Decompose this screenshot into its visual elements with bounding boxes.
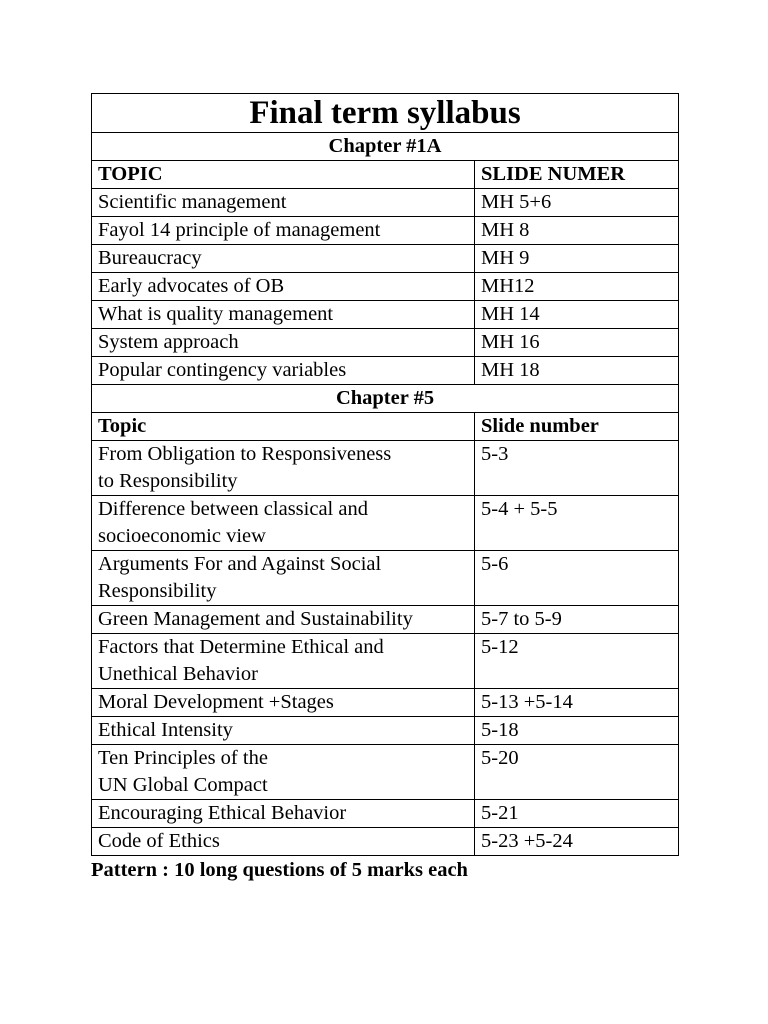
- topic-cell: What is quality management: [92, 301, 475, 329]
- slide-cell: 5-21: [475, 800, 679, 828]
- slide-cell: 5-6: [475, 551, 679, 606]
- topic-cell: Popular contingency variables: [92, 357, 475, 385]
- slide-cell: MH 16: [475, 329, 679, 357]
- chapter-heading-row: [92, 133, 679, 161]
- table-row: [92, 689, 679, 717]
- title-row: [92, 94, 679, 133]
- chapter-heading-row: [92, 385, 679, 413]
- slide-cell: 5-3: [475, 441, 679, 496]
- exam-pattern-note: Pattern : 10 long questions of 5 marks each: [91, 859, 468, 881]
- topic-cell: Encouraging Ethical Behavior: [92, 800, 475, 828]
- table-row: [92, 800, 679, 828]
- slide-cell: 5-4 + 5-5: [475, 496, 679, 551]
- table-row: [92, 301, 679, 329]
- table-row: [92, 634, 679, 689]
- table-row: [92, 551, 679, 606]
- table-row: [92, 273, 679, 301]
- table-row: [92, 441, 679, 496]
- slide-column-header: Slide number: [475, 413, 679, 441]
- column-header-row: [92, 161, 679, 189]
- slide-cell: MH12: [475, 273, 679, 301]
- slide-cell: 5-7 to 5-9: [475, 606, 679, 634]
- table-row: [92, 329, 679, 357]
- topic-cell: Bureaucracy: [92, 245, 475, 273]
- table-row: [92, 606, 679, 634]
- syllabus-document: [91, 93, 678, 884]
- slide-cell: 5-18: [475, 717, 679, 745]
- slide-cell: 5-20: [475, 745, 679, 800]
- chapter-heading: Chapter #5: [92, 385, 679, 413]
- slide-cell: MH 8: [475, 217, 679, 245]
- table-row: [92, 717, 679, 745]
- table-row: [92, 357, 679, 385]
- slide-cell: 5-12: [475, 634, 679, 689]
- topic-cell: System approach: [92, 329, 475, 357]
- topic-cell: Ethical Intensity: [92, 717, 475, 745]
- topic-cell: Early advocates of OB: [92, 273, 475, 301]
- table-row: [92, 828, 679, 856]
- table-row: [92, 245, 679, 273]
- slide-cell: MH 9: [475, 245, 679, 273]
- slide-cell: 5-23 +5-24: [475, 828, 679, 856]
- topic-column-header: Topic: [92, 413, 475, 441]
- table-row: [92, 217, 679, 245]
- topic-cell: From Obligation to Responsiveness to Responsibility: [92, 441, 475, 496]
- topic-cell: Factors that Determine Ethical and Unethical Behavior: [92, 634, 475, 689]
- topic-cell: Arguments For and Against Social Responsibility: [92, 551, 475, 606]
- column-header-row: [92, 413, 679, 441]
- topic-cell: Green Management and Sustainability: [92, 606, 475, 634]
- table-row: [92, 189, 679, 217]
- slide-cell: MH 18: [475, 357, 679, 385]
- topic-cell: Moral Development +Stages: [92, 689, 475, 717]
- table-row: [92, 745, 679, 800]
- topic-cell: Ten Principles of the UN Global Compact: [92, 745, 475, 800]
- topic-cell: Fayol 14 principle of management: [92, 217, 475, 245]
- topic-column-header: TOPIC: [92, 161, 475, 189]
- table-row: [92, 496, 679, 551]
- topic-cell: Difference between classical and socioeconomic view: [92, 496, 475, 551]
- topic-cell: Scientific management: [92, 189, 475, 217]
- document-title: Final term syllabus: [92, 94, 679, 133]
- slide-cell: 5-13 +5-14: [475, 689, 679, 717]
- slide-column-header: SLIDE NUMER: [475, 161, 679, 189]
- syllabus-table: [91, 93, 679, 856]
- chapter-heading: Chapter #1A: [92, 133, 679, 161]
- topic-cell: Code of Ethics: [92, 828, 475, 856]
- slide-cell: MH 14: [475, 301, 679, 329]
- slide-cell: MH 5+6: [475, 189, 679, 217]
